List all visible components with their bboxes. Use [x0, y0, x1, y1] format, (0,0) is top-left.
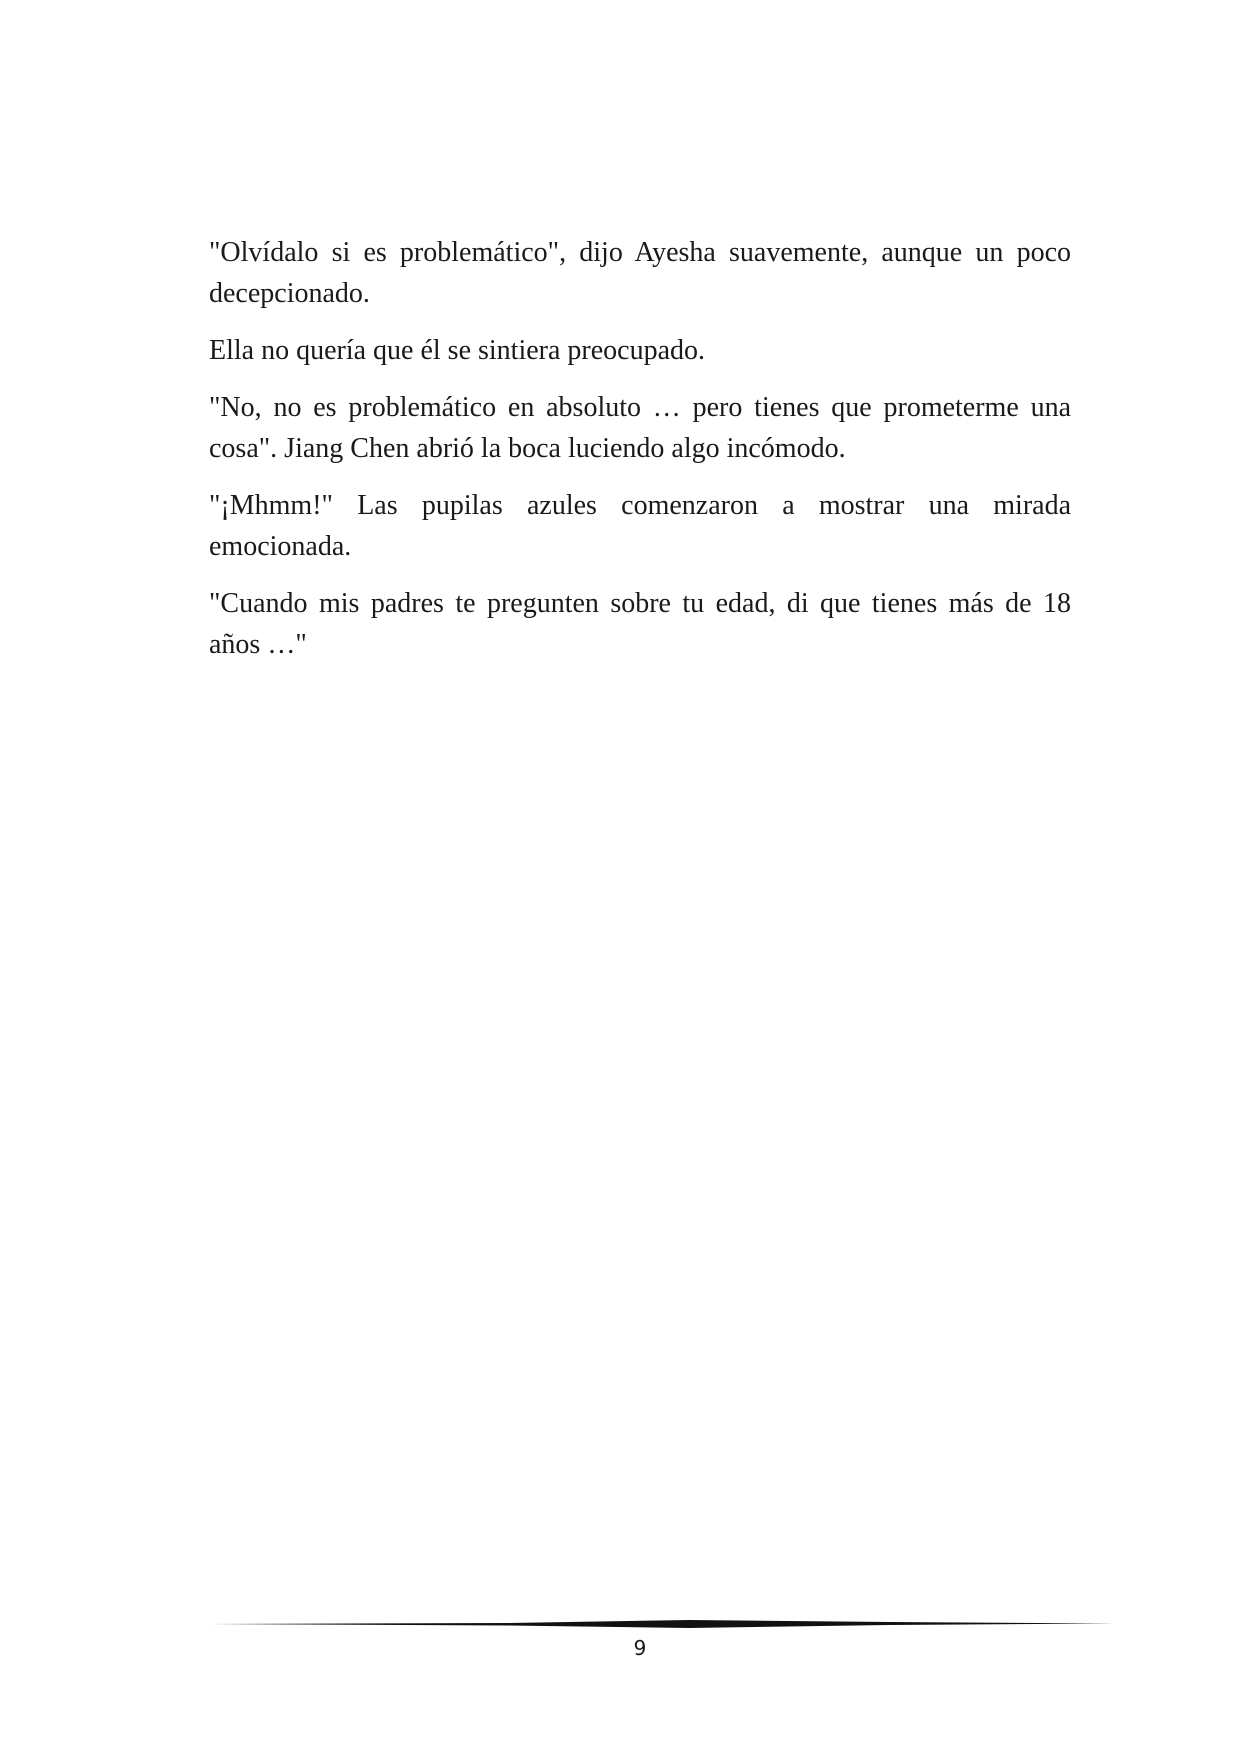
- body-text: [209, 232, 1071, 681]
- paragraph-2: Ella no quería que él se sintiera preocupado.: [209, 335, 706, 366]
- footer-divider: [209, 1617, 1115, 1631]
- paragraph-1: "Olvídalo si es problemático", dijo Ayesha suavemente, aunque un poco decepcionado.: [209, 237, 1071, 309]
- page-number: 9: [633, 1636, 647, 1660]
- paragraph-3: "No, no es problemático en absoluto … pero tienes que prometerme una cosa". Jiang Chen abrió la boca luciendo algo incómodo.: [209, 392, 1071, 464]
- paragraph-4: "¡Mhmm!" Las pupilas azules comenzaron a mostrar una mirada emocionada.: [209, 490, 1071, 562]
- paragraph-5: "Cuando mis padres te pregunten sobre tu edad, di que tienes más de 18 años …": [209, 588, 1071, 660]
